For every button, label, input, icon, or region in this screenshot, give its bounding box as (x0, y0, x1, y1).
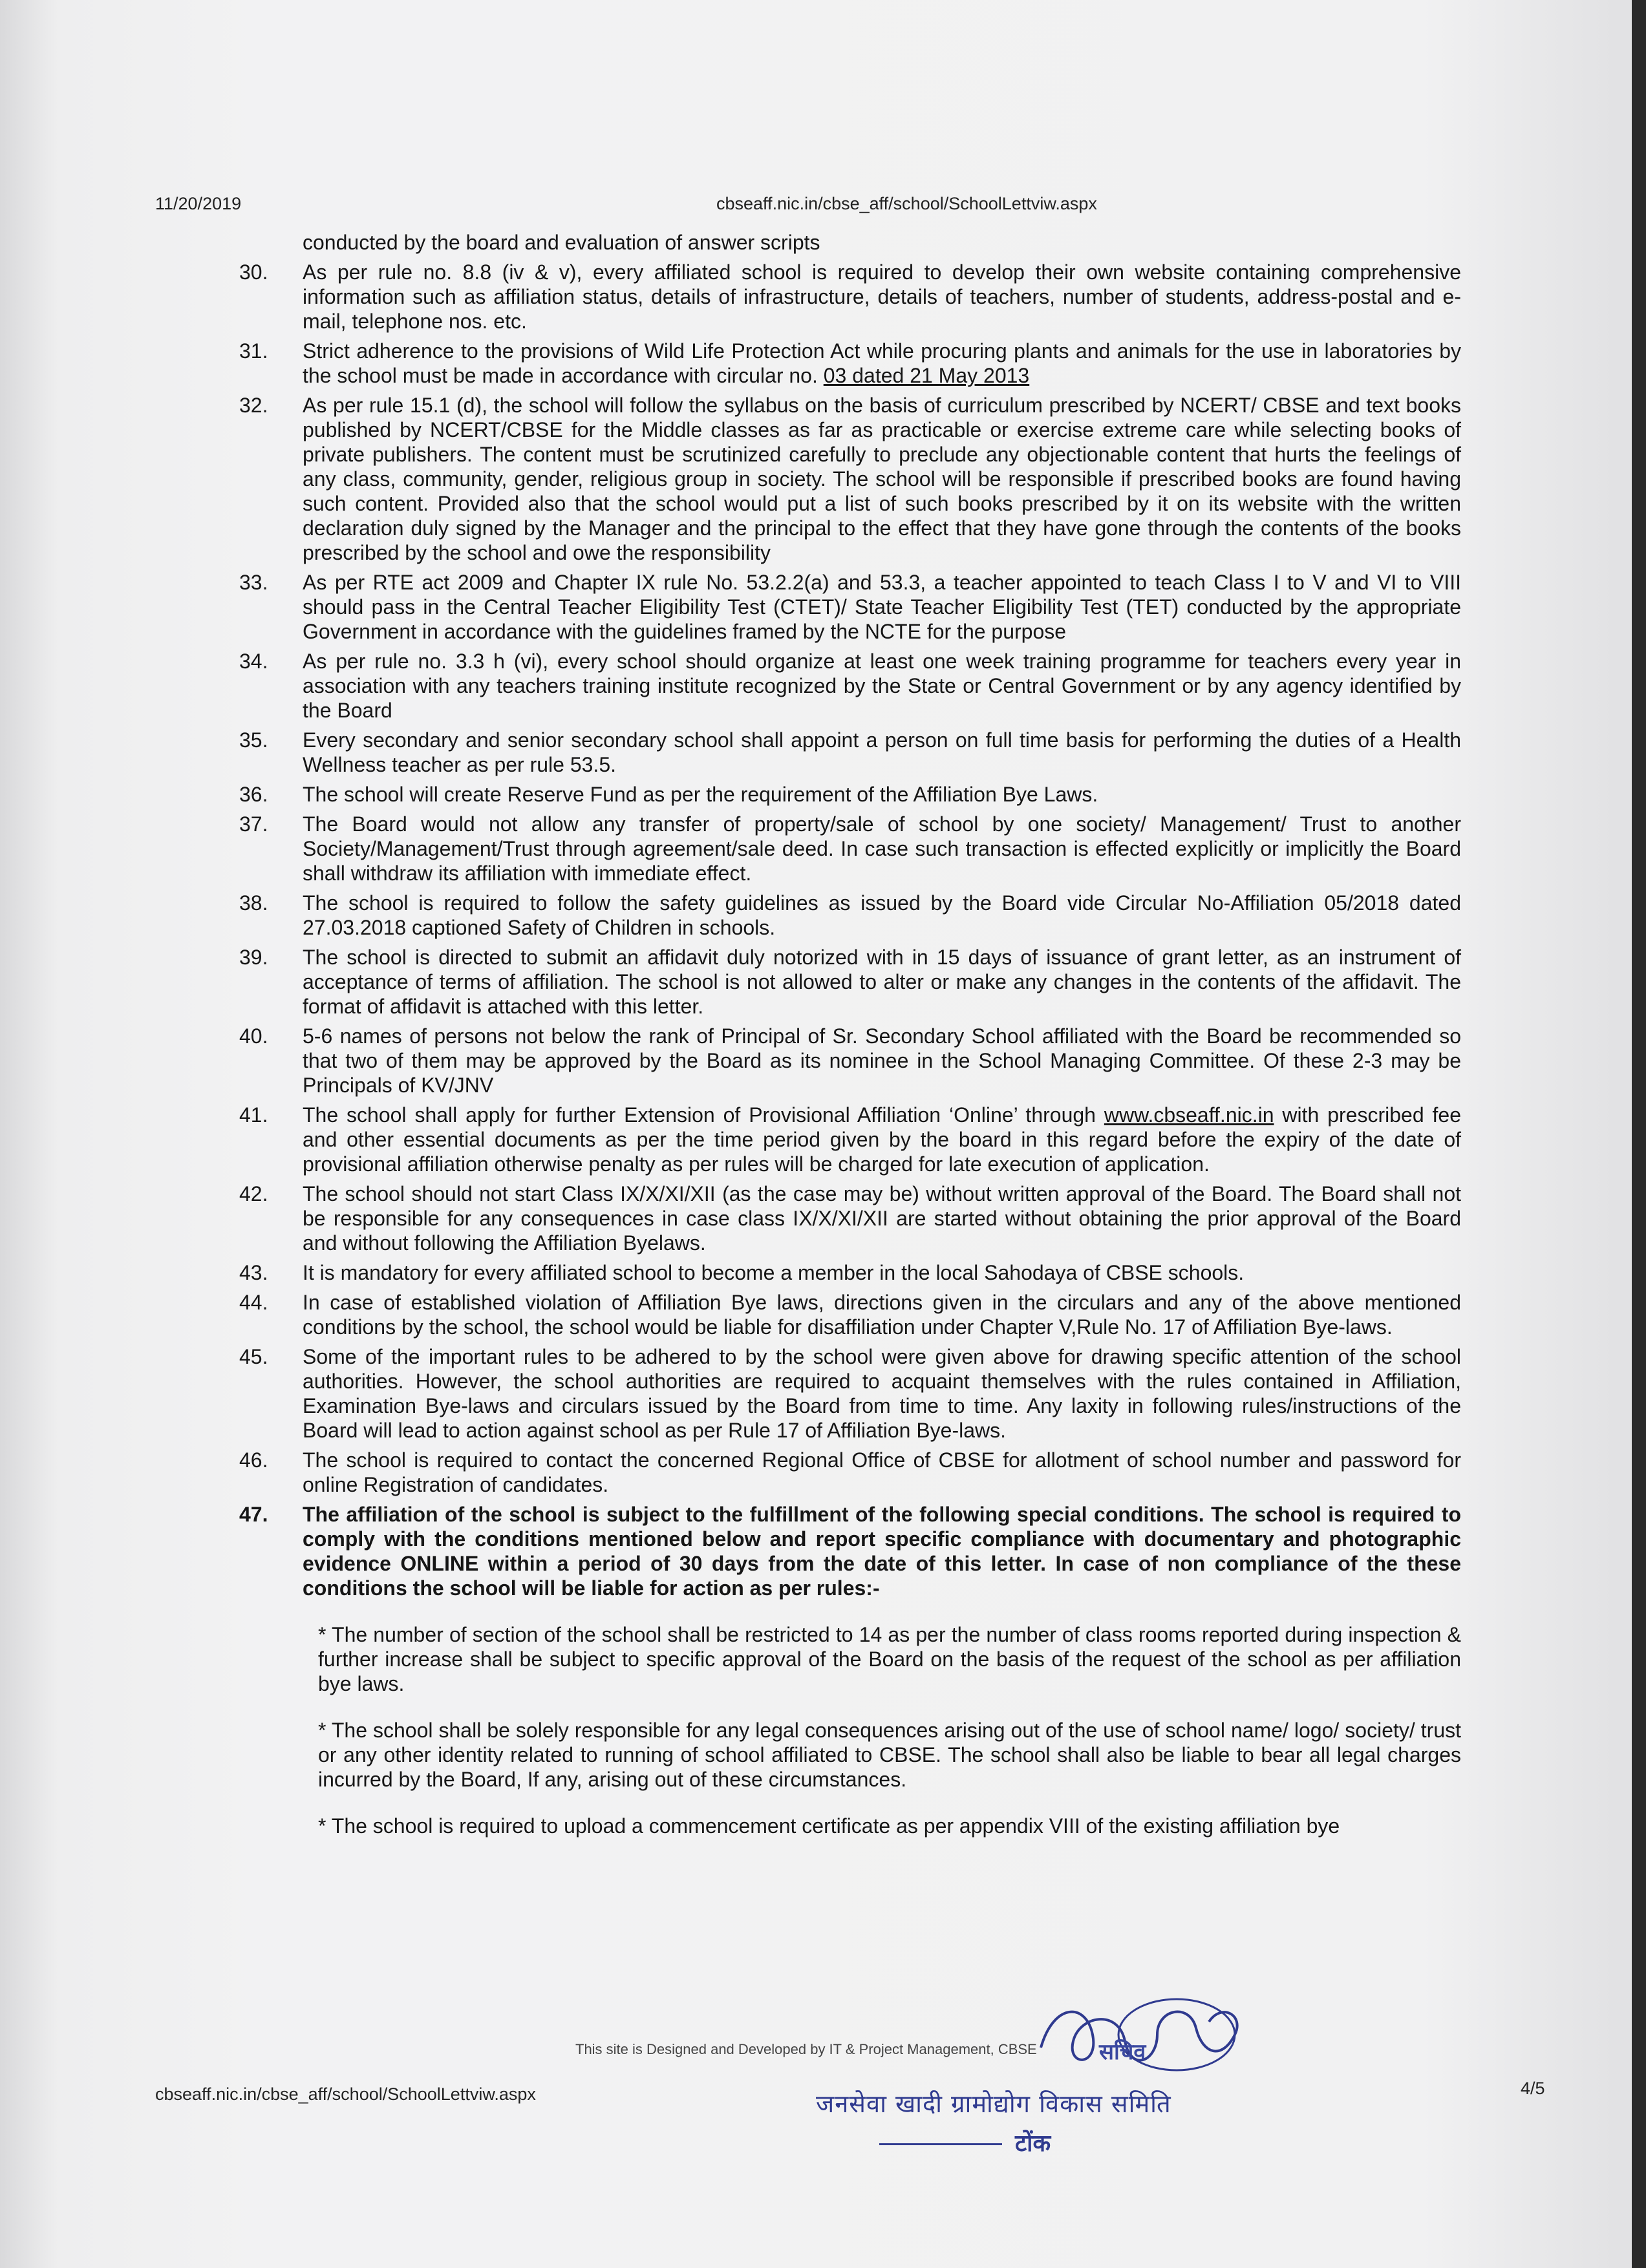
special-condition: * The school shall be solely responsible for any legal consequences arising out of the use of school name/ logo/ society/ trust or any other identity related to running of school affiliated to CBSE. The school shall also be liable to bear all legal charges incurred by the Board, If any, arising out of these circumstances. (318, 1719, 1461, 1791)
item-number: 34. (239, 650, 268, 673)
list-item (239, 1448, 1461, 1497)
item-text: The school is directed to submit an affidavit duly notorized with in 15 days of issuance of grant letter, as an instrument of acceptance of terms of affiliation. The school is not allowed to alter or make any changes in the contents of the affidavit. The format of affidavit is attached with this letter. (303, 946, 1461, 1018)
item-number: 31. (239, 339, 268, 363)
list-item (239, 945, 1461, 1019)
item-text: As per rule no. 3.3 h (vi), every school should organize at least one week training programme for teachers every year in association with any teachers training institute recognized by the State or Central Government or by any agency identified by the Board (303, 650, 1461, 722)
item-text: As per RTE act 2009 and Chapter IX rule No. 53.2.2(a) and 53.3, a teacher appointed to teach Class I to V and VI to VIII should pass in the Central Teacher Eligibility Test (CTET)/ State Teacher Eligibility Test (TET) conducted by the appropriate Government in accordance with the guidelines framed by the NCTE for the purpose (303, 571, 1461, 643)
item-text: The Board would not allow any transfer of property/sale of school by one society/ Management/ Trust to another Society/Management/Trust through agreement/sale deed. In case such transaction is effected explicitly or implicitly the Board shall withdraw its affiliation with immediate effect. (303, 812, 1461, 885)
item-number: 32. (239, 394, 268, 417)
print-footer-url: cbseaff.nic.in/cbse_aff/school/SchoolLettviw.aspx (155, 2084, 536, 2104)
item-number: 41. (239, 1103, 268, 1127)
stamp-place: टोंक (1015, 2130, 1051, 2157)
item-text: The affiliation of the school is subject to the fulfillment of the following special conditions. The school is required to comply with the conditions mentioned below and report specific compliance with documentary and photographic evidence ONLINE within a period of 30 days from the date of this letter. In case of non compliance of the these conditions the school will be liable for action as per rules:- (303, 1503, 1461, 1600)
item-text: 5-6 names of persons not below the rank of Principal of Sr. Secondary School affiliated with the Board be recommended so that two of them may be approved by the Board as its nominee in the School Managing Committee. Of these 2-3 may be Principals of KV/JNV (303, 1024, 1461, 1097)
stamp-underline (879, 2143, 1002, 2145)
stamp-designation: सचिव (1099, 2039, 1146, 2065)
item-number: 42. (239, 1182, 268, 1205)
item-number: 43. (239, 1261, 268, 1284)
item-number: 37. (239, 812, 268, 836)
item-text (303, 1103, 1461, 1176)
item-number: 39. (239, 946, 268, 969)
item-text: The school is required to contact the concerned Regional Office of CBSE for allotment of school number and password for online Registration of candidates. (303, 1448, 1461, 1496)
continuation-text: conducted by the board and evaluation of answer scripts (303, 231, 820, 254)
list-item (239, 649, 1461, 723)
special-condition: * The number of section of the school shall be restricted to 14 as per the number of class rooms reported during inspection & further increase shall be subject to specific approval of the Board on the basis of the request of the school as per affiliation bye laws. (318, 1623, 1461, 1695)
site-credit: This site is Designed and Developed by IT & Project Management, CBSE (575, 2041, 1037, 2057)
list-item (239, 339, 1461, 388)
list-item (239, 1344, 1461, 1443)
item-number: 36. (239, 783, 268, 806)
item-number: 44. (239, 1291, 268, 1314)
list-item (239, 1260, 1461, 1285)
item-text: The school is required to follow the safety guidelines as issued by the Board vide Circular No-Affiliation 05/2018 dated 27.03.2018 captioned Safety of Children in schools. (303, 891, 1461, 939)
item-number: 33. (239, 571, 268, 594)
item-text-part: Strict adherence to the provisions of Wild Life Protection Act while procuring plants and animals for the use in laboratories by the school must be made in accordance with circular no. (303, 339, 1461, 387)
item-text (303, 339, 1461, 388)
list-item (239, 570, 1461, 644)
stamp-organization: जनसेवा खादी ग्रामोद्योग विकास समिति (816, 2090, 1171, 2118)
item-text: Some of the important rules to be adhered to by the school were given above for drawing specific attention of the school authorities. However, the school authorities are required to acquaint themselves with the rules contained in Affiliation, Examination Bye-laws and circulars issued by the Board from time to time. Any laxity in following rules/instructions of the Board will lead to action against school as per Rule 17 of Affiliation Bye-laws. (303, 1345, 1461, 1442)
cbseaff-website-link[interactable]: www.cbseaff.nic.in (1104, 1103, 1274, 1127)
special-condition: * The school is required to upload a commencement certificate as per appendix VIII of the existing affiliation bye (318, 1814, 1340, 1838)
list-item (239, 782, 1461, 807)
item-text-part: The school shall apply for further Extension of Provisional Affiliation ‘Online’ through (303, 1103, 1104, 1127)
circular-reference-link[interactable]: 03 dated 21 May 2013 (823, 364, 1030, 387)
scan-edge-shadow (1632, 0, 1646, 2268)
item-text-part: with prescribed fee and other essential documents as per the time period given by the board in this regard before the expiry of the date of provisional affiliation otherwise penalty as per rules will be charged for late execution of application. (303, 1103, 1462, 1176)
item-text: In case of established violation of Affiliation Bye laws, directions given in the circulars and any of the above mentioned conditions by the school, the school would be liable for disaffiliation under Chapter V,Rule No. 17 of Affiliation Bye-laws. (303, 1291, 1461, 1339)
list-item (239, 1290, 1461, 1339)
item-text: As per rule 15.1 (d), the school will follow the syllabus on the basis of curriculum prescribed by NCERT/ CBSE and text books published by NCERT/CBSE for the Middle classes as far as practicable or exercise extreme care while selecting books of private publishers. The content must be scrutinized carefully to preclude any objectionable content that hurts the feelings of any class, community, gender, religious group in society. The school will be responsible if prescribed books are found having such content. Provided also that the school would put a list of such books prescribed by it on its website with the written declaration duly signed by the Manager and the principal to the effect that they have gone through the contents of the books prescribed by the school and owe the responsibility (303, 394, 1461, 564)
item-number: 45. (239, 1345, 268, 1368)
item-text: Every secondary and senior secondary school shall appoint a person on full time basis for performing the duties of a Health Wellness teacher as per rule 53.5. (303, 728, 1461, 776)
item-text: As per rule no. 8.8 (iv & v), every affiliated school is required to develop their own website containing comprehensive information such as affiliation status, details of infrastructure, details of teachers, number of students, address-postal and e-mail, telephone nos. etc. (303, 260, 1461, 333)
print-header-url: cbseaff.nic.in/cbse_aff/school/SchoolLettviw.aspx (716, 194, 1097, 213)
list-item (239, 393, 1461, 565)
list-item (239, 260, 1461, 334)
item-text: The school should not start Class IX/X/XI/XII (as the case may be) without written approval of the Board. The Board shall not be responsible for any consequences in case class IX/X/XI/XII are started without obtaining the prior approval of the Board and without following the Affiliation Byelaws. (303, 1182, 1461, 1255)
item-number: 47. (239, 1503, 268, 1526)
item-number: 30. (239, 260, 268, 284)
item-number: 38. (239, 891, 268, 915)
list-item (239, 812, 1461, 885)
list-item (239, 1502, 1461, 1600)
list-item (239, 1103, 1461, 1176)
print-date: 11/20/2019 (155, 194, 242, 213)
item-number: 46. (239, 1448, 268, 1472)
page-number: 4/5 (1521, 2079, 1545, 2098)
item-text: The school will create Reserve Fund as per the requirement of the Affiliation Bye Laws. (303, 783, 1098, 806)
item-number: 40. (239, 1024, 268, 1048)
item-number: 35. (239, 728, 268, 752)
list-item (239, 728, 1461, 777)
list-item (239, 1182, 1461, 1255)
list-item (239, 891, 1461, 940)
list-item (239, 1024, 1461, 1097)
item-text: It is mandatory for every affiliated school to become a member in the local Sahodaya of CBSE schools. (303, 1261, 1245, 1284)
letter-body (239, 230, 1461, 1838)
